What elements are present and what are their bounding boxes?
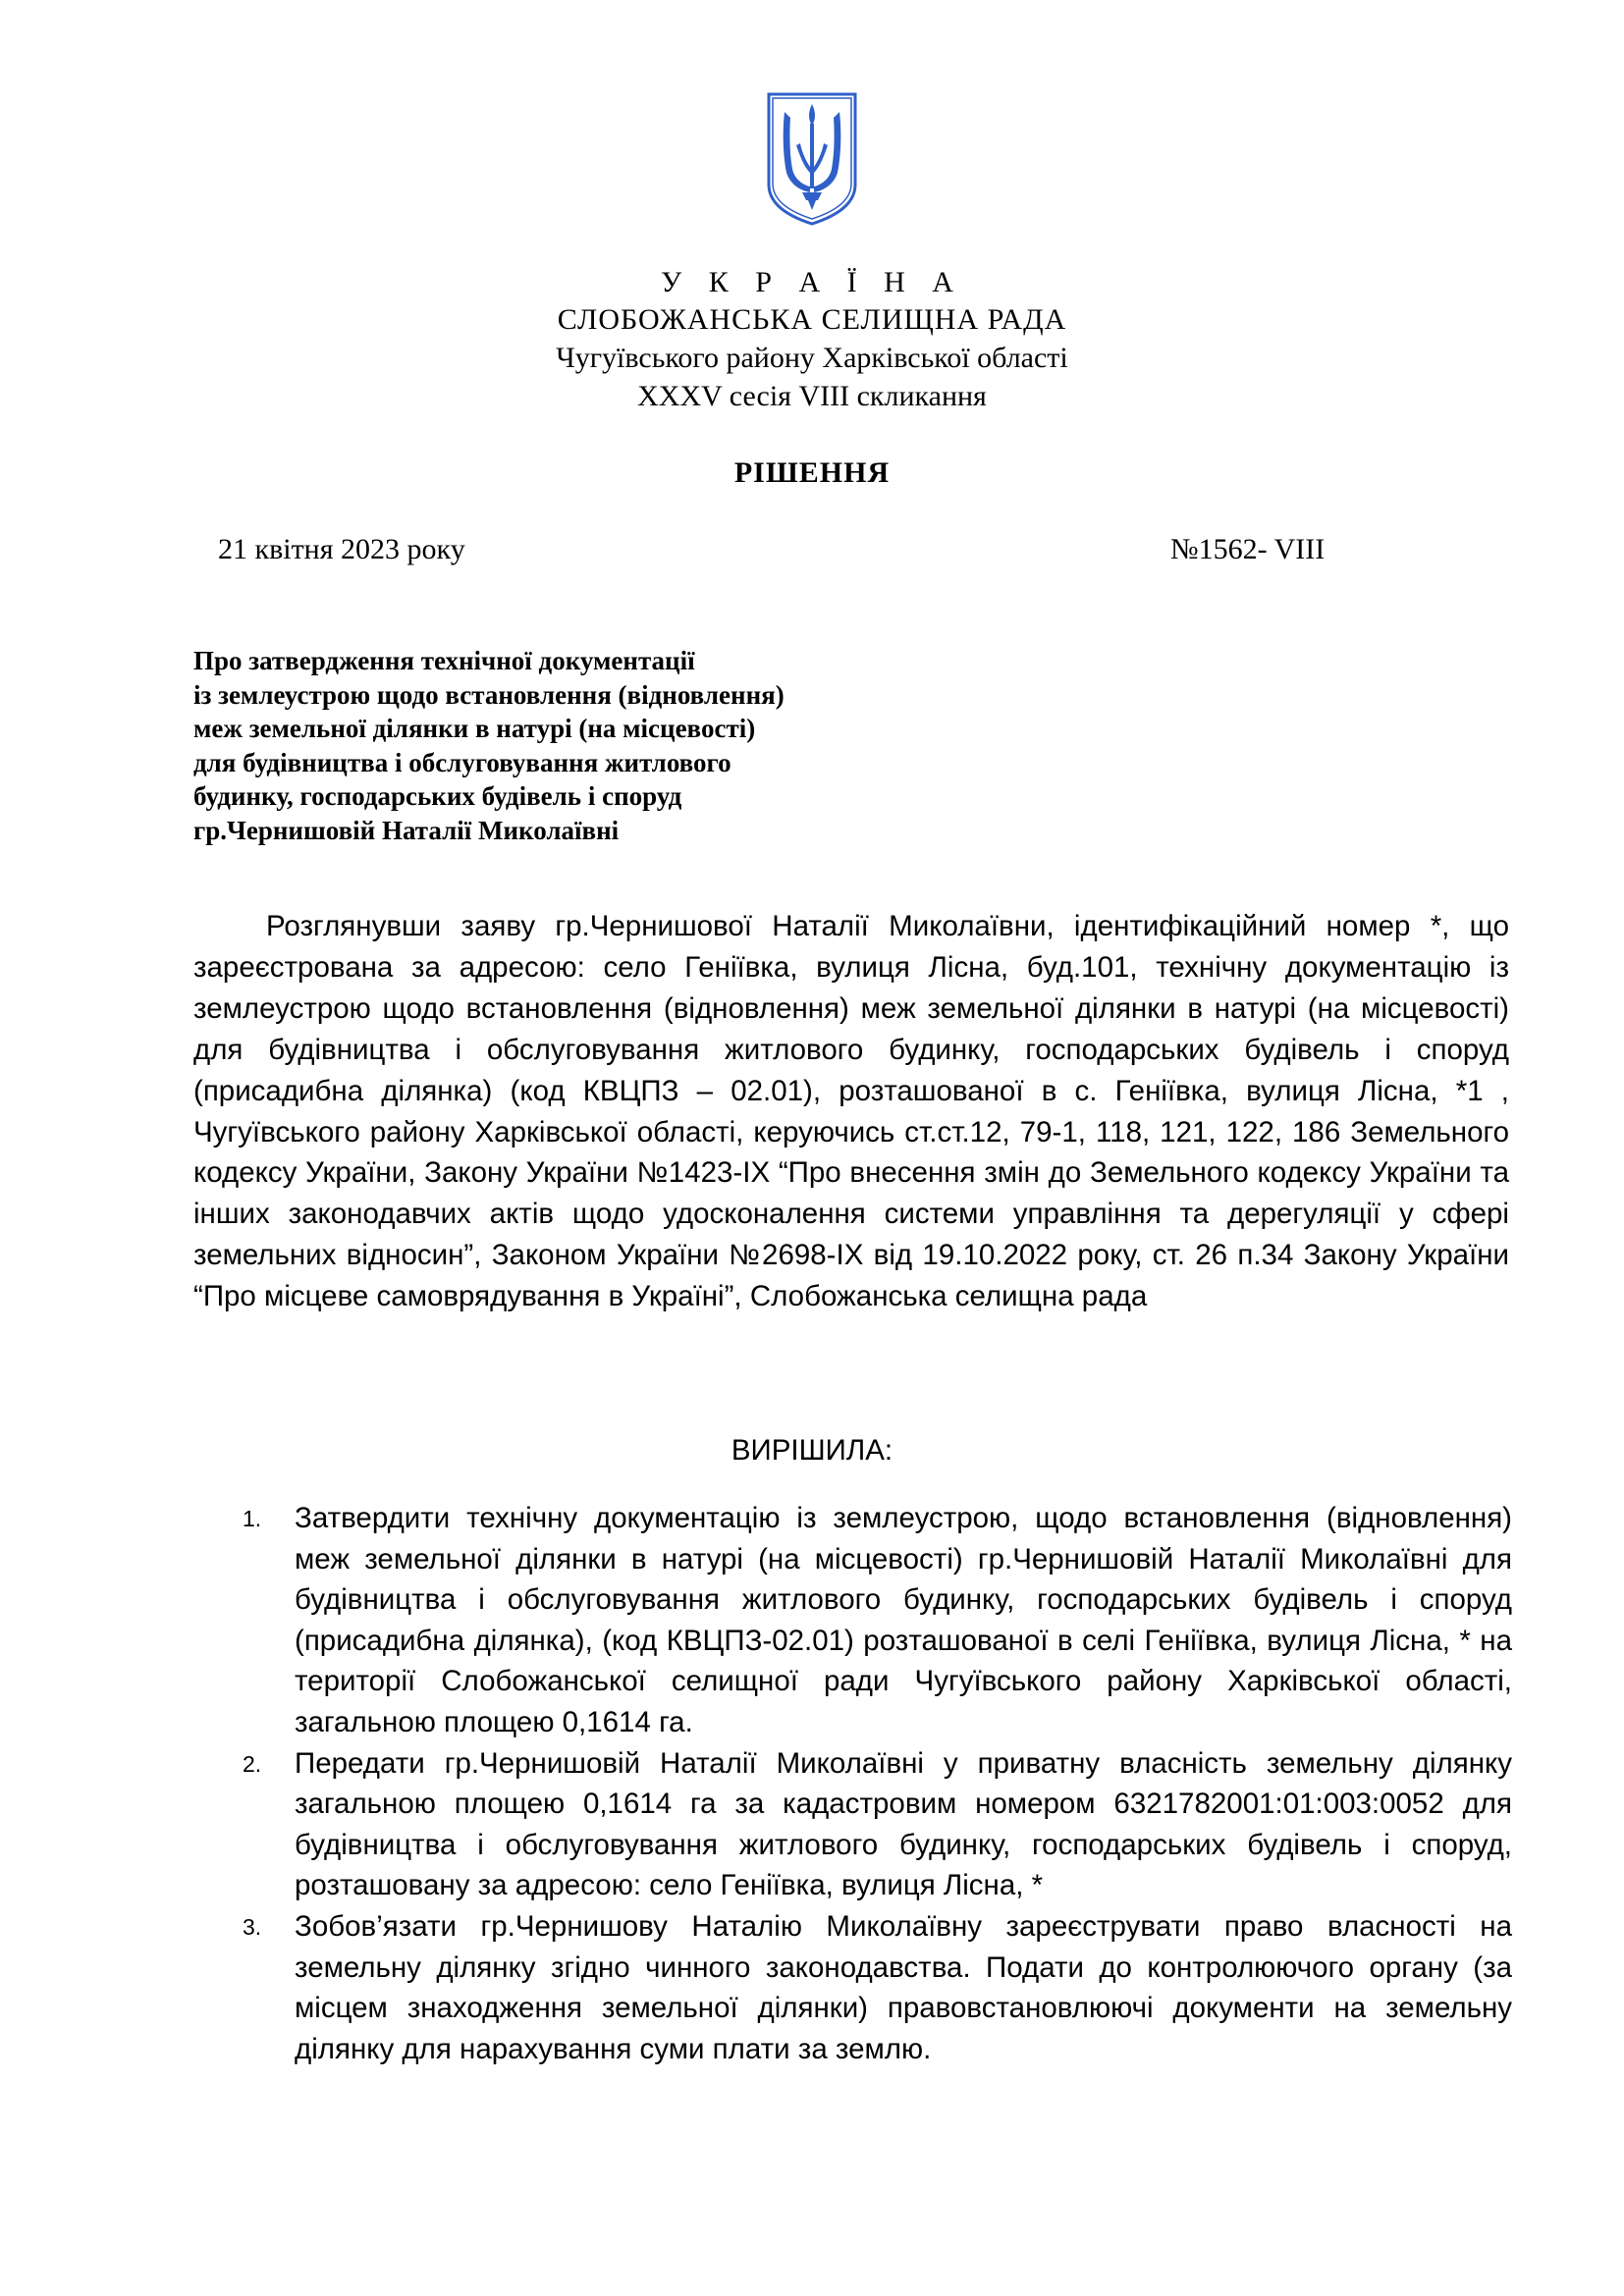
subject-line: для будівництва і обслуговування житлового xyxy=(193,747,731,777)
country-heading: У К Р А Ї Н А xyxy=(661,266,963,298)
item-number: 2. xyxy=(243,1750,262,1777)
resolved-heading: ВИРІШИЛА: xyxy=(731,1434,893,1467)
item-number: 3. xyxy=(243,1913,262,1940)
document-type-heading: РІШЕННЯ xyxy=(733,456,891,489)
list-item xyxy=(0,1743,1512,1906)
decision-items-list xyxy=(0,1498,1624,2069)
item-number: 1. xyxy=(243,1506,262,1531)
trident-emblem-icon xyxy=(765,90,859,228)
session-heading: XXXV сесія VIII скликання xyxy=(637,380,987,412)
subject-line: гр.Чернишовій Наталії Миколаївні xyxy=(193,815,620,845)
decision-date: 21 квітня 2023 року xyxy=(218,533,465,565)
item-text: Зобов’язати гр.Чернишову Наталію Миколаївну зареєструвати право власності на земельну ділянку згідно чинного законодавства. Подати до контролюючого органу (за місцем знаходження земельної ділянки) правовстановлюючі документи на земельну ділянку для нарахування суми плати за землю. xyxy=(295,1909,1512,2065)
item-text: Затвердити технічну документацію із землеустрою, щодо встановлення (відновлення) меж земельної ділянки в натурі (на місцевості) гр.Чернишовій Наталії Миколаївні для будівництва і обслуговування житлового будинку, господарських будівель і споруд (присадибна ділянка), (код КВЦПЗ-02.01) розташованої в селі Геніївка, вулиця Лісна, * на території Слобожанської селищної ради Чугуївського району Харківської області, загальною площею 0,1614 га. xyxy=(295,1502,1512,1738)
subject-line: Про затвердження технічної документації xyxy=(193,646,695,675)
list-item xyxy=(0,1906,1512,2069)
council-heading: СЛОБОЖАНСЬКА СЕЛИЩНА РАДА xyxy=(557,303,1067,336)
subject-line: із землеустрою щодо встановлення (відновлення) xyxy=(193,679,785,710)
subject-line: будинку, господарських будівель і споруд xyxy=(193,781,682,812)
preamble-paragraph: Розглянувши заяву гр.Чернишової Наталії Миколаївни, ідентифікаційний номер *, що зареєстрована за адресою: село Геніївка, вулиця Лісна, буд.101, технічну документацію із землеустрою щодо встановлення (відновлення) меж земельної ділянки в натурі (на місцевості) для будівництва і обслуговування житлового будинку, господарських будівель і споруд (присадибна ділянка) (код КВЦПЗ – 02.01), розташованої в с. Геніївка, вулиця Лісна, *1 , Чугуївського району Харківської області, керуючись ст.ст.12, 79-1, 118, 121, 122, 186 Земельного кодексу України, Закону України №1423-IX “Про внесення змін до Земельного кодексу України та інших законодавчих актів щодо удосконалення системи управління та дерегуляції у сфері земельних відносин”, Законом України №2698-IX від 19.10.2022 року, ст. 26 п.34 Закону України “Про місцеве самоврядування в Україні”, Слобожанська селищна рада xyxy=(193,910,1509,1313)
item-text: Передати гр.Чернишовій Наталії Миколаївні у приватну власність земельну ділянку загальною площею 0,1614 га за кадастровим номером 6321782001:01:003:0052 для будівництва і обслуговування житлового будинку, господарських будівель і споруд, розташовану за адресою: село Геніївка, вулиця Лісна, * xyxy=(295,1746,1512,1902)
decision-number: №1562- VIII xyxy=(1170,533,1326,565)
district-heading: Чугуївського району Харківської області xyxy=(556,342,1068,374)
subject-line: меж земельної ділянки в натурі (на місцевості) xyxy=(193,714,756,744)
list-item xyxy=(0,1498,1512,1743)
decision-subject xyxy=(193,644,940,848)
